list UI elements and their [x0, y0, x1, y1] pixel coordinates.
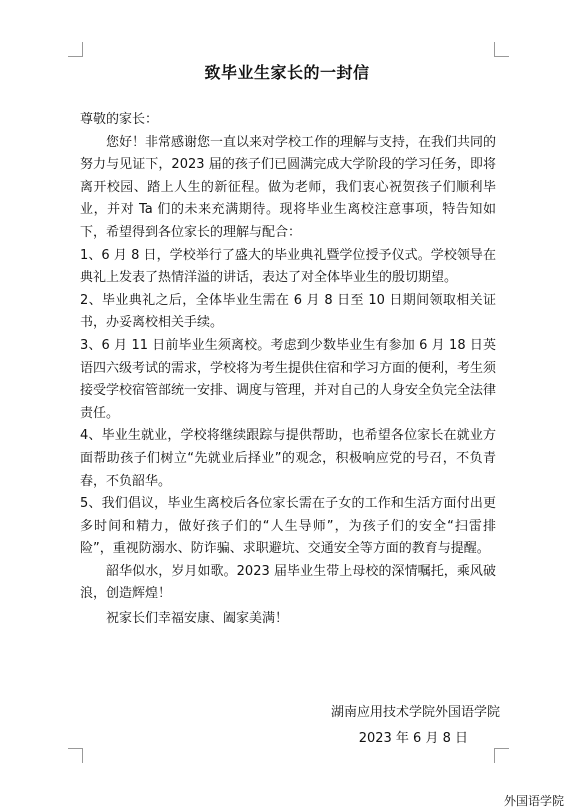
closing-paragraph: 韶华似水，岁月如歌。2023 届毕业生带上母校的深情嘱托，乘风破浪，创造辉煌！: [80, 563, 496, 602]
signature-block: [331, 700, 500, 752]
wish-line: 祝家长们幸福安康、阖家美满！: [106, 611, 289, 627]
notice-item-5: 5、我们倡议，毕业生离校后各位家长需在子女的工作和生活方面付出更多时间和精力，做好孩子们的“人生导师”，为孩子们的安全“扫雷排险”，重视防溺水、防诈骗、求职避坑、交通安全等方面的教育与提醒。: [80, 496, 496, 557]
notice-item-1: 1、6 月 8 日，学校举行了盛大的毕业典礼暨学位授予仪式。学校领导在典礼上发表了热情洋溢的讲话，表达了对全体毕业生的殷切期望。: [80, 247, 496, 286]
salutation: 尊敬的家长：: [80, 112, 159, 127]
footer-label: 外国语学院: [503, 794, 564, 808]
letter-body: [80, 109, 496, 631]
crop-mark-top-left: [68, 42, 83, 57]
notice-item-2: 2、毕业典礼之后，全体毕业生需在 6 月 8 日至 10 日期间领取相关证书，办妥离校相关手续。: [80, 292, 496, 331]
crop-mark-top-right: [494, 42, 509, 57]
letter-title: 致毕业生家长的一封信: [204, 63, 370, 82]
notice-item-4: 4、毕业生就业，学校将继续跟踪与提供帮助，也希望各位家长在就业方面帮助孩子们树立“先就业后择业”的观念，积极响应党的号召，不负青春，不负韶华。: [80, 428, 496, 489]
signature-date: 2023 年 6 月 8 日: [358, 731, 468, 746]
signature-org: 湖南应用技术学院外国语学院: [330, 705, 500, 720]
intro-paragraph: 您好！非常感谢您一直以来对学校工作的理解与支持，在我们共同的努力与见证下，2023 届的孩子们已圆满完成大学阶段的学习任务，即将离开校园、踏上人生的新征程。做为老师，我们衷心祝贺孩子们顺利毕业，并对 Ta 们的未来充满期待。现将毕业生离校注意事项，特告知如下，希望得到各位家长的理解与配合：: [80, 134, 497, 240]
crop-mark-bottom-left: [68, 748, 83, 763]
notice-item-3: 3、6 月 11 日前毕业生须离校。考虑到少数毕业生有参加 6 月 18 日英语四六级考试的需求，学校将为考生提供住宿和学习方面的便利，考生须接受学校宿管部统一安排、调度与管理，并对自己的人身安全负完全法律责任。: [80, 337, 497, 421]
